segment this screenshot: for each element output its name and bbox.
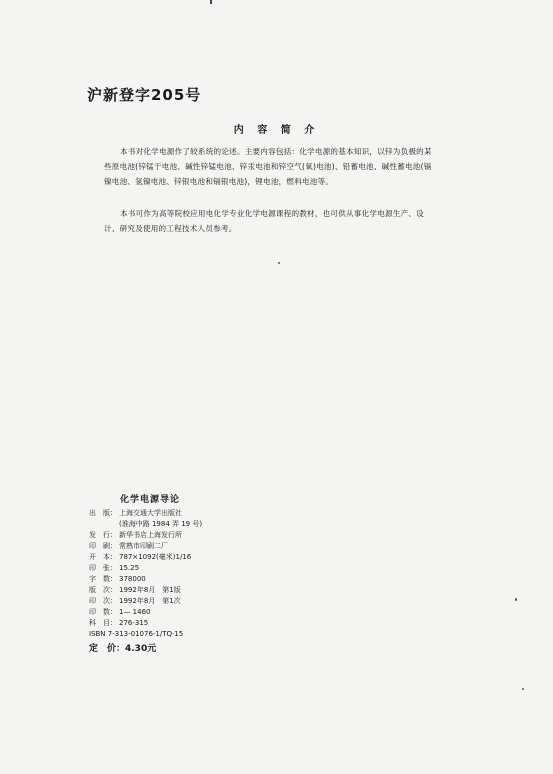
colophon-row-edition: [89, 585, 389, 596]
colophon-value: 1992年8月 第1版: [119, 586, 181, 594]
colophon-value: 276-315: [119, 619, 149, 627]
colophon-value: ISBN 7-313-01076-1/TQ·15: [89, 630, 184, 638]
colophon-row-address: [89, 519, 389, 530]
price-label: 定 价：: [89, 644, 126, 654]
colophon-label: 印 数：: [89, 608, 117, 616]
colophon-value: 上海交通大学出版社: [119, 509, 182, 517]
colophon-value: 15.25: [119, 564, 140, 572]
colophon-value: (淮海中路 1984 弄 19 号): [119, 520, 203, 528]
colophon-row-format: [89, 552, 389, 563]
colophon-row-publisher: [89, 508, 389, 519]
colophon-label: 发 行：: [89, 531, 117, 539]
colophon-row-print-run: [89, 607, 389, 618]
colophon-label: 开 本：: [89, 553, 117, 561]
colophon-value: 常熟市印刷二厂: [119, 542, 168, 550]
intro-heading: 内 容 简 介: [233, 125, 320, 136]
colophon-row-price: [89, 644, 389, 655]
colophon-value: 1992年8月 第1次: [119, 597, 181, 605]
book-title: 化学电源导论: [120, 495, 181, 505]
colophon-label: 印 次：: [89, 597, 117, 605]
colophon-row-subject: [89, 618, 389, 629]
colophon-value: 1— 1460: [119, 608, 151, 616]
scan-mark: [210, 0, 212, 4]
colophon-label: 科 目：: [89, 619, 117, 627]
colophon-row-printer: [89, 541, 389, 552]
colophon-block: [89, 508, 389, 655]
intro-paragraph-2: 本书可作为高等院校应用电化学专业化学电源课程的教材，也可供从事化学电源生产、设计、研究及使用的工程技术人员参考。: [104, 209, 424, 233]
colophon-label: 字 数：: [89, 575, 117, 583]
colophon-row-wordcount: [89, 574, 389, 585]
colophon-row-isbn: [89, 629, 389, 640]
colophon-row-distributor: [89, 530, 389, 541]
scan-speck: [522, 688, 524, 690]
colophon-label: 印 刷：: [89, 542, 117, 550]
scan-speck: [278, 262, 280, 264]
colophon-value: 新华书店上海发行所: [119, 531, 182, 539]
colophon-row-sheets: [89, 563, 389, 574]
colophon-value: 787×1092(毫米)1/16: [119, 553, 192, 561]
colophon-label: 印 张：: [89, 564, 117, 572]
intro-paragraph-1: 本书对化学电源作了较系统的论述。主要内容包括：化学电源的基本知识，以锌为负极的某些原电池(锌锰干电池、碱性锌锰电池、锌汞电池和锌空气(氧)电池)、铅蓄电池、碱性蓄电池(镉镍电池、氢镍电池、锌银电池和镉银电池)，锂电池，燃料电池等。: [104, 147, 432, 186]
colophon-row-printing: [89, 596, 389, 607]
price-value: 4.30元: [125, 644, 157, 654]
colophon-label: 版 次：: [89, 586, 117, 594]
scan-speck: [515, 598, 517, 601]
registration-number: 沪新登字205号: [87, 86, 202, 104]
colophon-value: 378000: [119, 575, 146, 583]
colophon-label: 出 版：: [89, 509, 117, 517]
